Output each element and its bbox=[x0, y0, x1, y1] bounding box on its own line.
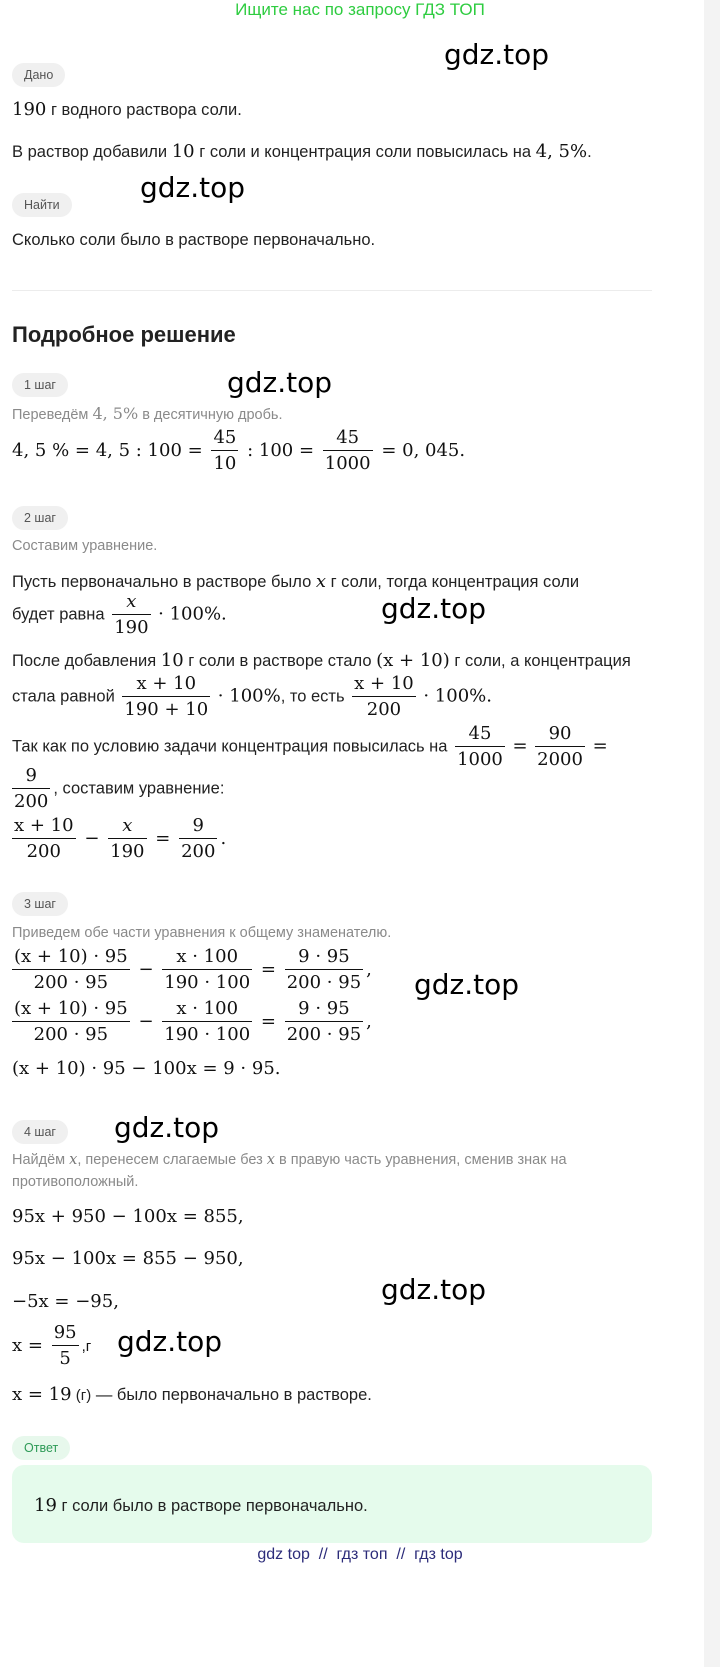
step-2-para-1-line-1: Пусть первоначально в растворе было x г соли, тогда концентрация соли bbox=[12, 571, 580, 592]
fraction: $\frac{45}{1000}$ bbox=[324, 427, 371, 474]
watermark: gdz.top bbox=[117, 1325, 223, 1358]
fraction: $\frac{x + 10}{190 + 10}$ bbox=[124, 673, 209, 720]
step-2-para-1-line-2: будет равна $\frac{x}{190}$ · 100%. bbox=[12, 591, 227, 638]
given-line-1: 190 г водного раствора соли. bbox=[12, 99, 242, 120]
step-1-hint: Переведём 4, 5% в десятичную дробь. bbox=[12, 404, 283, 423]
watermark: gdz.top bbox=[381, 592, 487, 625]
find-text: Сколько соли было в растворе первоначально. bbox=[12, 231, 376, 249]
fraction: $\frac{95}{5}$ bbox=[53, 1322, 77, 1369]
step-2-para-2-line-2: стала равной $\frac{x + 10}{190 + 10}$ · 100%, то есть $\frac{x + 10}{200}$ · 100%. bbox=[12, 673, 492, 720]
fraction: $\frac{9}{200}$ bbox=[181, 815, 216, 862]
fraction: $\frac{45}{1000}$ bbox=[457, 723, 503, 770]
step-2-equation: $\frac{x + 10}{200}$ − $\frac{x}{190}$ = $\frac{9}{200}$ . bbox=[14, 815, 227, 862]
step-1-badge: 1 шаг bbox=[12, 373, 68, 397]
fraction: $\frac{9}{200}$ bbox=[14, 765, 49, 812]
fraction: $\frac{x}{190}$ bbox=[114, 591, 149, 638]
watermark: gdz.top bbox=[227, 366, 333, 399]
step-2-para-3-line-1: Так как по условию задачи концентрация повысилась на $\frac{45}{1000}$ = $\frac{90}{2000}$ = bbox=[12, 723, 608, 770]
step-4-hint-line-2: противоположный. bbox=[12, 1174, 139, 1190]
watermark: gdz.top bbox=[381, 1273, 487, 1306]
watermark: gdz.top bbox=[414, 968, 520, 1001]
step-3-hint: Приведем обе части уравнения к общему знаменателю. bbox=[12, 925, 392, 941]
step-2-para-3-line-2: $\frac{9}{200}$ , составим уравнение: bbox=[14, 765, 225, 812]
watermark: gdz.top bbox=[114, 1111, 220, 1144]
answer-text: 19 г соли было в растворе первоначально. bbox=[34, 1495, 368, 1516]
step-3-equation-2: $\frac{(x + 10) \cdot 95}{200 \cdot 95}$ − $\frac{x \cdot 100}{190 \cdot 100}$ = $\frac{9 \cdot 95}{200 \cdot 95}$ , bbox=[14, 998, 372, 1045]
fraction: $\frac{45}{10}$ bbox=[213, 427, 237, 474]
step-4-line-3: −5x = −95, bbox=[12, 1291, 119, 1312]
step-4-line-5: x = 19 (г) — было первоначально в растворе. bbox=[12, 1384, 372, 1405]
fraction: $\frac{90}{2000}$ bbox=[537, 723, 583, 770]
given-line-2: В раствор добавили 10 г соли и концентрация соли повысилась на 4, 5%. bbox=[12, 141, 592, 162]
step-3-badge: 3 шаг bbox=[12, 892, 68, 916]
step-2-badge: 2 шаг bbox=[12, 506, 68, 530]
search-banner[interactable]: Ищите нас по запросу ГДЗ ТОП bbox=[235, 0, 485, 19]
fraction: $\frac{x + 10}{200}$ bbox=[354, 673, 414, 720]
fraction: $\frac{9 \cdot 95}{200 \cdot 95}$ bbox=[286, 998, 362, 1045]
fraction: $\frac{x \cdot 100}{190 \cdot 100}$ bbox=[164, 946, 251, 993]
fraction: $\frac{x}{190}$ bbox=[110, 815, 145, 862]
fraction: $\frac{(x + 10) \cdot 95}{200 \cdot 95}$ bbox=[14, 946, 128, 993]
step-4-line-4: x = $\frac{95}{5}$ ,г bbox=[12, 1322, 92, 1369]
watermark: gdz.top bbox=[444, 38, 550, 71]
step-2-hint: Составим уравнение. bbox=[12, 538, 158, 554]
step-4-line-1: 95x + 950 − 100x = 855, bbox=[12, 1206, 244, 1227]
find-badge: Найти bbox=[12, 193, 72, 217]
watermark: gdz.top bbox=[140, 171, 246, 204]
solution-title: Подробное решение bbox=[12, 322, 236, 347]
step-4-badge: 4 шаг bbox=[12, 1120, 68, 1144]
step-2-para-2-line-1: После добавления 10 г соли в растворе стало (x + 10) г соли, а концентрация bbox=[12, 650, 631, 671]
step-4-hint-line-1: Найдём x, перенесем слагаемые без x в правую часть уравнения, сменив знак на bbox=[12, 1152, 567, 1168]
divider bbox=[12, 290, 652, 291]
step-3-equation-1: $\frac{(x + 10) \cdot 95}{200 \cdot 95}$ − $\frac{x \cdot 100}{190 \cdot 100}$ = $\frac{9 \cdot 95}{200 \cdot 95}$ , bbox=[14, 946, 372, 993]
scrollbar[interactable] bbox=[704, 0, 720, 1667]
fraction: $\frac{9 \cdot 95}{200 \cdot 95}$ bbox=[286, 946, 362, 993]
fraction: $\frac{x + 10}{200}$ bbox=[14, 815, 74, 862]
footer-links[interactable]: gdz top // гдз топ // гдз top bbox=[257, 1546, 463, 1563]
answer-badge: Ответ bbox=[12, 1436, 70, 1460]
step-1-equation: 4, 5 % = 4, 5 : 100 = $\frac{45}{10}$ : 100 = $\frac{45}{1000}$ = 0, 045. bbox=[12, 427, 466, 474]
step-4-line-2: 95x − 100x = 855 − 950, bbox=[12, 1248, 244, 1269]
fraction: $\frac{x \cdot 100}{190 \cdot 100}$ bbox=[164, 998, 251, 1045]
step-3-result: (x + 10) · 95 − 100x = 9 · 95. bbox=[12, 1058, 281, 1079]
given-badge: Дано bbox=[12, 63, 65, 87]
fraction: $\frac{(x + 10) \cdot 95}{200 \cdot 95}$ bbox=[14, 998, 128, 1045]
